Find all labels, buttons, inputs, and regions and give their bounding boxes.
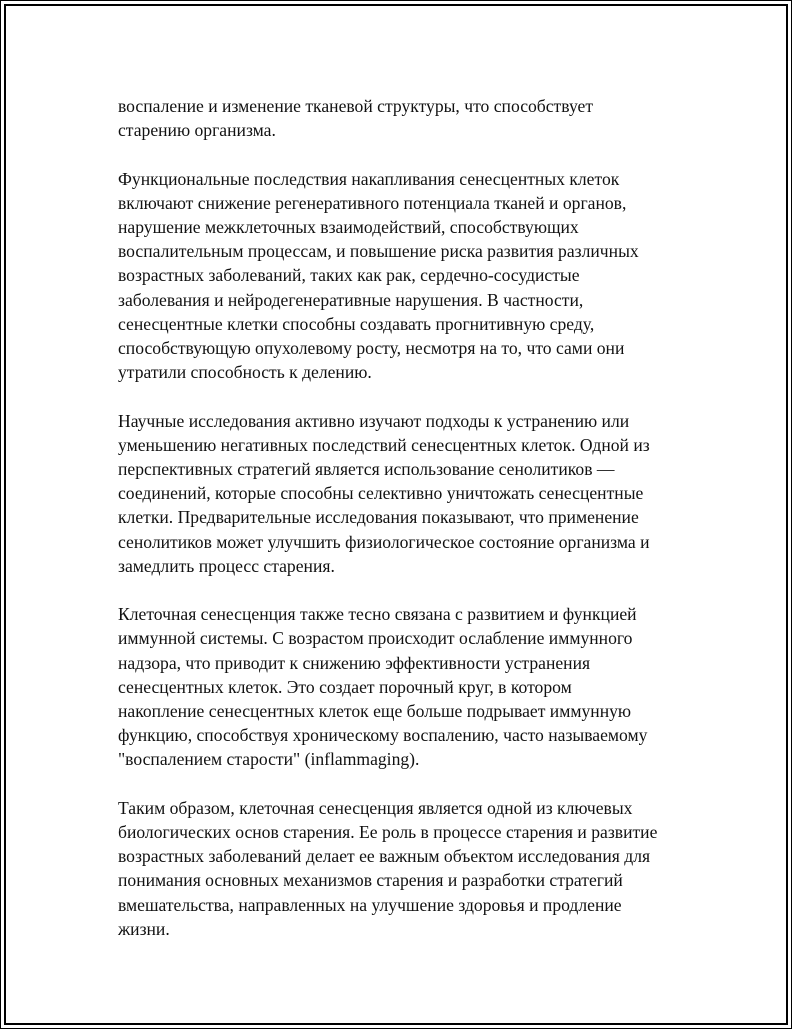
text-line: нарушение межклеточных взаимодействий, способствующих — [118, 217, 579, 237]
text-line: иммунной системы. С возрастом происходит ослабление иммунного — [118, 628, 633, 649]
text-line: жизни. — [118, 918, 170, 939]
text-line: соединений, которые способны селективно уничтожать сенесцентные — [118, 483, 644, 504]
text-line: утратили способность к делению. — [118, 362, 372, 383]
text-line: возрастных заболеваний делает ее важным объектом исследования для — [118, 846, 651, 867]
text-line: старению организма. — [118, 120, 276, 141]
text-line: способствующую опухолевому росту, несмотря на то, что сами они — [118, 338, 625, 359]
paragraph-3 — [118, 409, 688, 578]
paragraph-4 — [118, 602, 688, 771]
text-line: заболевания и нейродегенеративные нарушения. В частности, — [118, 289, 584, 310]
text-line: Научные исследования активно изучают подходы к устранению или — [118, 410, 630, 431]
paragraph-2 — [118, 167, 688, 385]
text-line: функцию, способствуя хроническому воспалению, часто называемому — [118, 725, 648, 746]
text-line: Клеточная сенесценция также тесно связана с развитием и функцией — [118, 604, 637, 625]
paragraph-5 — [118, 796, 688, 941]
text-line: биологических основ старения. Ее роль в процессе старения и развитие — [118, 822, 658, 843]
text-line: клетки. Предварительные исследования показывают, что применение — [118, 507, 639, 528]
text-line: сенесцентные клетки способны создавать прогнитивную среду, — [118, 313, 595, 334]
text-line: Таким образом, клеточная сенесценция является одной из ключевых — [118, 797, 633, 818]
text-line: воспаление и изменение тканевой структуры, что способствует — [118, 96, 594, 116]
text-line: перспективных стратегий является использование сенолитиков — — [118, 459, 615, 480]
text-line: понимания основных механизмов старения и разработки стратегий — [118, 870, 623, 891]
text-line: уменьшению негативных последствий сенесцентных клеток. Одной из — [118, 434, 650, 455]
text-line: включают снижение регенеративного потенциала тканей и органов, — [118, 192, 627, 213]
text-line: Функциональные последствия накапливания сенесцентных клеток — [118, 168, 620, 189]
document-body — [118, 94, 688, 965]
text-line: сенолитиков может улучшить физиологическое состояние организма и — [118, 531, 650, 552]
text-line: замедлить процесс старения. — [118, 555, 335, 576]
text-line: воспалительным процессам, и повышение риска развития различных — [118, 241, 639, 262]
paragraph-1 — [118, 94, 688, 142]
text-line: накопление сенесцентных клеток еще больше подрывает иммунную — [118, 701, 632, 722]
text-line: надзора, что приводит к снижению эффективности устранения — [118, 652, 591, 673]
text-line: вмешательства, направленных на улучшение здоровья и продление — [118, 894, 622, 915]
text-line: возрастных заболеваний, таких как рак, сердечно-сосудистые — [118, 265, 580, 286]
text-line: сенесцентных клеток. Это создает порочный круг, в котором — [118, 676, 572, 697]
text-line: "воспалением старости" (inflammaging). — [118, 749, 420, 770]
